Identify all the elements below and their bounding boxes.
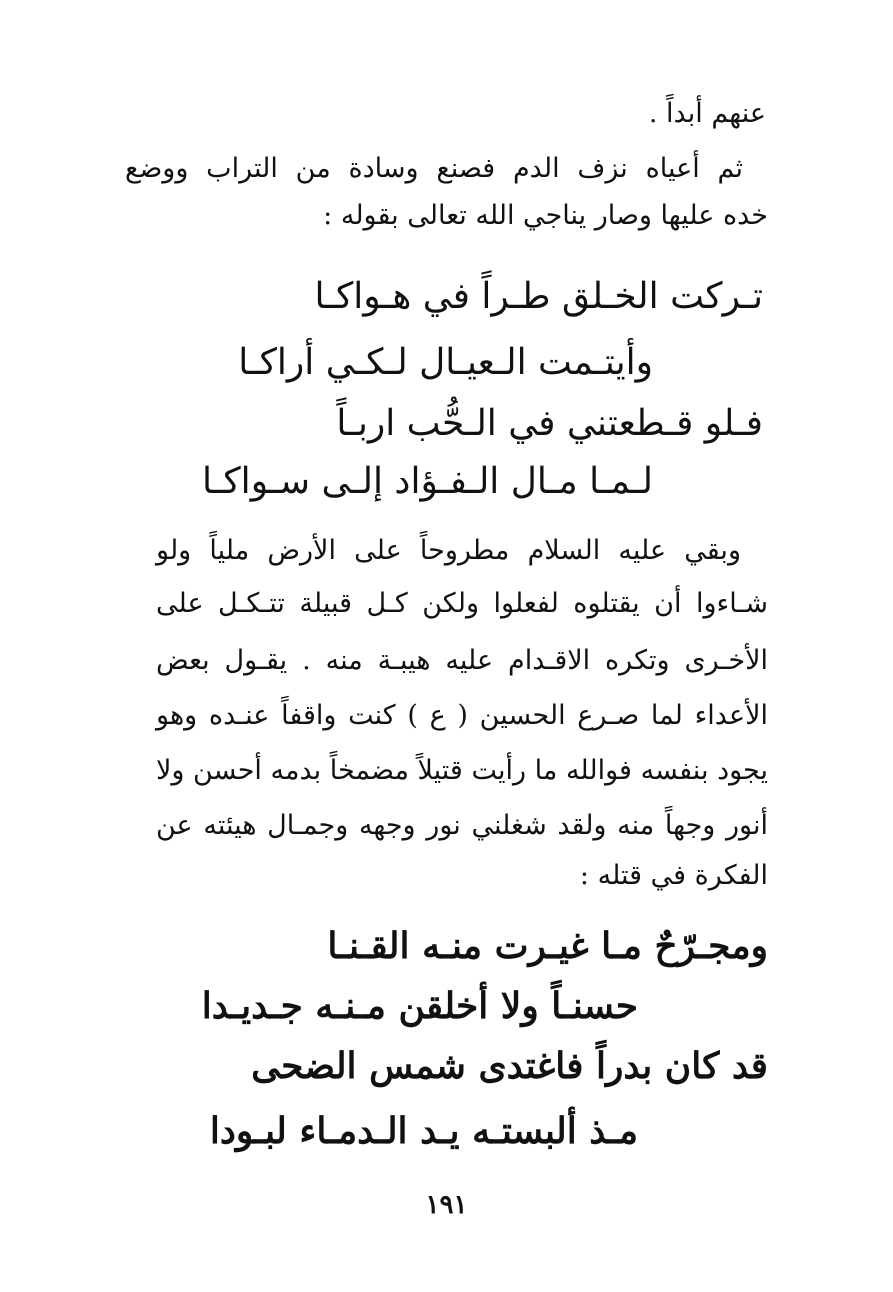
prose-line: عنهم أبداً .: [648, 98, 766, 129]
verse-line: قد كان بدراً فاغتدى شمس الضحى: [251, 1045, 768, 1087]
prose-line: خده عليها وصار يناجي الله تعالى بقوله :: [323, 200, 768, 231]
prose-line: وبقي عليه السلام مطروحاً على الأرض ملياً ولو: [156, 535, 741, 566]
verse-line: تـركت الخـلق طـراً في هـواكـا: [314, 276, 763, 317]
verse-line: وأيتـمت الـعيـال لـكـي أراكـا: [238, 342, 653, 383]
verse-line: ومجـرّحٌ مـا غيـرت منـه القـنـا: [327, 925, 768, 967]
prose-line: أنور وجهاً منه ولقد شغلني نور وجهه وجمـال هيئته عن: [156, 810, 768, 841]
page-number: ١٩١: [425, 1190, 468, 1220]
prose-line: الفكرة في قتله :: [579, 860, 768, 891]
verse-line: حسنـاً ولا أخلقن مـنـه جـديـدا: [201, 985, 638, 1027]
prose-line: الأخـرى وتكره الاقـدام عليه هيبـة منه . يقـول بعض: [156, 645, 768, 676]
prose-line: الأعداء لما صـرع الحسين ( ع ) كنت واقفاً عنـده وهو: [156, 700, 768, 731]
verse-line: فـلو قـطعتني في الـحُّب اربـاً: [336, 403, 763, 444]
prose-line: ثم أعياه نزف الدم فصنع وسادة من التراب ووضع: [125, 153, 743, 184]
prose-line: شـاءوا أن يقتلوه لفعلوا ولكن كـل قبيلة تتـكـل على: [156, 588, 768, 619]
verse-line: مـذ ألبستـه يـد الـدمـاء لبـودا: [209, 1110, 638, 1152]
prose-line: يجود بنفسه فوالله ما رأيت قتيلاً مضمخاً بدمه أحسن ولا: [156, 755, 768, 786]
verse-line: لـمـا مـال الـفـؤاد إلـى سـواكـا: [202, 461, 653, 502]
